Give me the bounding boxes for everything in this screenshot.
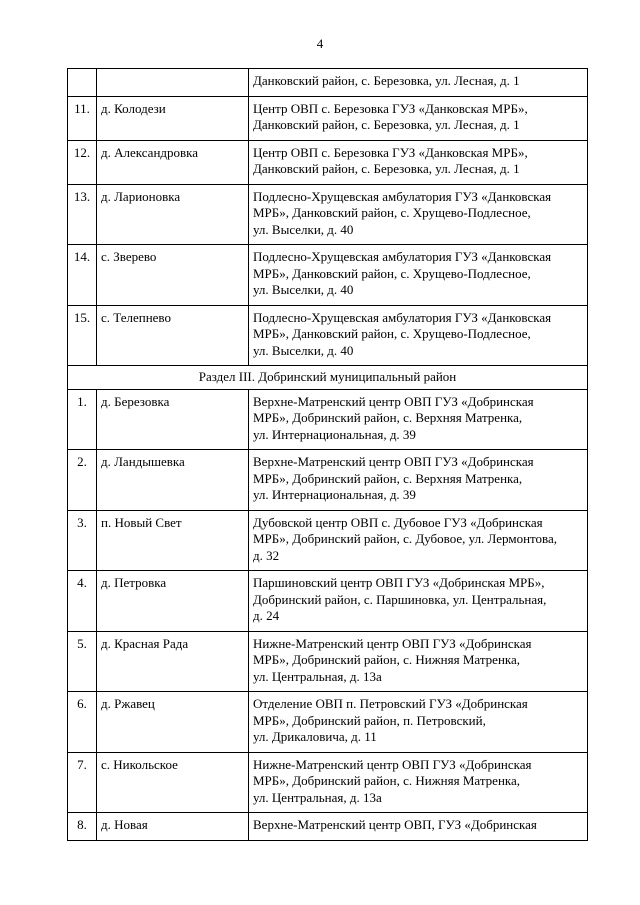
organization-address-line: МРБ», Добринский район, с. Верхняя Матренка, xyxy=(253,410,523,425)
table-row xyxy=(68,69,588,97)
organization-address-line: Подлесно-Хрущевская амбулатория ГУЗ «Данковская xyxy=(253,309,552,325)
page-number: 4 xyxy=(316,36,324,51)
settlement-name: д. Колодези xyxy=(97,96,249,140)
organization-address-line: МРБ», Добринский район, с. Нижняя Матренка, xyxy=(253,773,521,788)
row-number: 1. xyxy=(68,389,97,450)
medical-organization xyxy=(249,510,588,571)
settlement-name: п. Новый Свет xyxy=(97,510,249,571)
organization-address-line: Верхне-Матренский центр ОВП ГУЗ «Добринская xyxy=(253,393,534,409)
organization-address-line: Добринский район, с. Паршиновка, ул. Центральная, xyxy=(253,591,547,607)
medical-organization xyxy=(249,96,588,140)
medical-organization xyxy=(249,752,588,813)
medical-organization xyxy=(249,69,588,97)
organization-address-line: МРБ», Добринский район, с. Нижняя Матренка, xyxy=(253,652,521,667)
organization-address-line: Дубовской центр ОВП с. Дубовое ГУЗ «Добринская xyxy=(253,514,543,530)
table-row xyxy=(68,450,588,511)
medical-organization xyxy=(249,813,588,841)
organization-address-line: Центр ОВП с. Березовка ГУЗ «Данковская МРБ», xyxy=(253,144,528,160)
medical-organization xyxy=(249,305,588,366)
settlement-name: с. Зверево xyxy=(97,245,249,306)
table-row xyxy=(68,305,588,366)
medical-organization xyxy=(249,571,588,632)
organization-address-line: ул. Центральная, д. 13а xyxy=(253,789,382,805)
medical-organization xyxy=(249,140,588,184)
settlement-name: с. Телепнево xyxy=(97,305,249,366)
settlement-name: д. Ландышевка xyxy=(97,450,249,511)
medical-organization xyxy=(249,450,588,511)
organization-address-line: ул. Выселки, д. 40 xyxy=(253,282,354,297)
table-row xyxy=(68,813,588,841)
organization-address-line: Верхне-Матренский центр ОВП ГУЗ «Добринская xyxy=(253,454,534,469)
organization-address-line: ул. Выселки, д. 40 xyxy=(253,342,354,358)
table-row xyxy=(68,571,588,632)
organization-address-line: Данковский район, с. Березовка, ул. Лесная, д. 1 xyxy=(253,161,520,176)
settlement-name: д. Новая xyxy=(97,813,249,841)
settlement-name: д. Петровка xyxy=(97,571,249,632)
medical-organization xyxy=(249,389,588,450)
row-number: 12. xyxy=(68,140,97,184)
organization-address-line: ул. Дрикаловича, д. 11 xyxy=(253,729,377,744)
row-number: 15. xyxy=(68,305,97,366)
organization-address-line: МРБ», Данковский район, с. Хрущево-Подлесное, xyxy=(253,205,531,220)
organization-address-line: МРБ», Добринский район, с. Верхняя Матренка, xyxy=(253,470,523,486)
organization-address-line: ул. Выселки, д. 40 xyxy=(253,221,354,237)
organization-address-line: ул. Интернациональная, д. 39 xyxy=(253,487,416,502)
row-number: 3. xyxy=(68,510,97,571)
organization-address-line: Центр ОВП с. Березовка ГУЗ «Данковская МРБ», xyxy=(253,100,528,116)
medical-organization xyxy=(249,692,588,753)
row-number: 6. xyxy=(68,692,97,753)
section-header-row xyxy=(68,366,588,390)
organization-address-line: МРБ», Добринский район, п. Петровский, xyxy=(253,712,486,728)
table-row xyxy=(68,140,588,184)
organization-address-line: Верхне-Матренский центр ОВП, ГУЗ «Добринская xyxy=(253,817,537,832)
organization-address-line: Подлесно-Хрущевская амбулатория ГУЗ «Данковская xyxy=(253,249,552,264)
organization-address-line: МРБ», Данковский район, с. Хрущево-Подлесное, xyxy=(253,326,531,341)
organization-address-line: Нижне-Матренский центр ОВП ГУЗ «Добринская xyxy=(253,635,532,651)
organization-address-line: д. 24 xyxy=(253,608,280,623)
table-row xyxy=(68,752,588,813)
organization-address-line: Данковский район, с. Березовка, ул. Лесная, д. 1 xyxy=(253,117,520,132)
organization-address-line: ул. Центральная, д. 13а xyxy=(253,668,382,684)
organization-address-line: Нижне-Матренский центр ОВП ГУЗ «Добринская xyxy=(253,756,532,772)
settlement-name: д. Александровка xyxy=(97,140,249,184)
table-body xyxy=(68,69,588,841)
row-number: 14. xyxy=(68,245,97,306)
settlement-name: д. Ларионовка xyxy=(97,184,249,245)
table-row xyxy=(68,631,588,692)
settlement-name: д. Красная Рада xyxy=(97,631,249,692)
row-number: 5. xyxy=(68,631,97,692)
settlement-name xyxy=(97,69,249,97)
organization-address-line: Подлесно-Хрущевская амбулатория ГУЗ «Данковская xyxy=(253,188,552,204)
settlement-name: с. Никольское xyxy=(97,752,249,813)
row-number: 7. xyxy=(68,752,97,813)
medical-organization xyxy=(249,245,588,306)
organization-address-line: Отделение ОВП п. Петровский ГУЗ «Добринская xyxy=(253,696,528,711)
table-row xyxy=(68,510,588,571)
organization-address-line: ул. Интернациональная, д. 39 xyxy=(253,426,416,442)
table-row xyxy=(68,184,588,245)
row-number: 8. xyxy=(68,813,97,841)
table-row xyxy=(68,692,588,753)
organization-address-line: Паршиновский центр ОВП ГУЗ «Добринская МРБ», xyxy=(253,575,545,590)
row-number: 11. xyxy=(68,96,97,140)
section-title: Раздел III. Добринский муниципальный район xyxy=(68,366,588,390)
organization-address-line: МРБ», Добринский район, с. Дубовое, ул. Лермонтова, xyxy=(253,531,558,546)
table-row xyxy=(68,389,588,450)
table-row xyxy=(68,96,588,140)
medical-organization xyxy=(249,631,588,692)
organization-address-line: д. 32 xyxy=(253,547,280,563)
table-row xyxy=(68,245,588,306)
settlement-name: д. Березовка xyxy=(97,389,249,450)
settlement-name: д. Ржавец xyxy=(97,692,249,753)
row-number xyxy=(68,69,97,97)
row-number: 4. xyxy=(68,571,97,632)
row-number: 2. xyxy=(68,450,97,511)
row-number: 13. xyxy=(68,184,97,245)
organization-address-line: Данковский район, с. Березовка, ул. Лесная, д. 1 xyxy=(253,73,520,88)
organization-address-line: МРБ», Данковский район, с. Хрущево-Подлесное, xyxy=(253,265,531,281)
facilities-table xyxy=(67,68,588,841)
medical-organization xyxy=(249,184,588,245)
